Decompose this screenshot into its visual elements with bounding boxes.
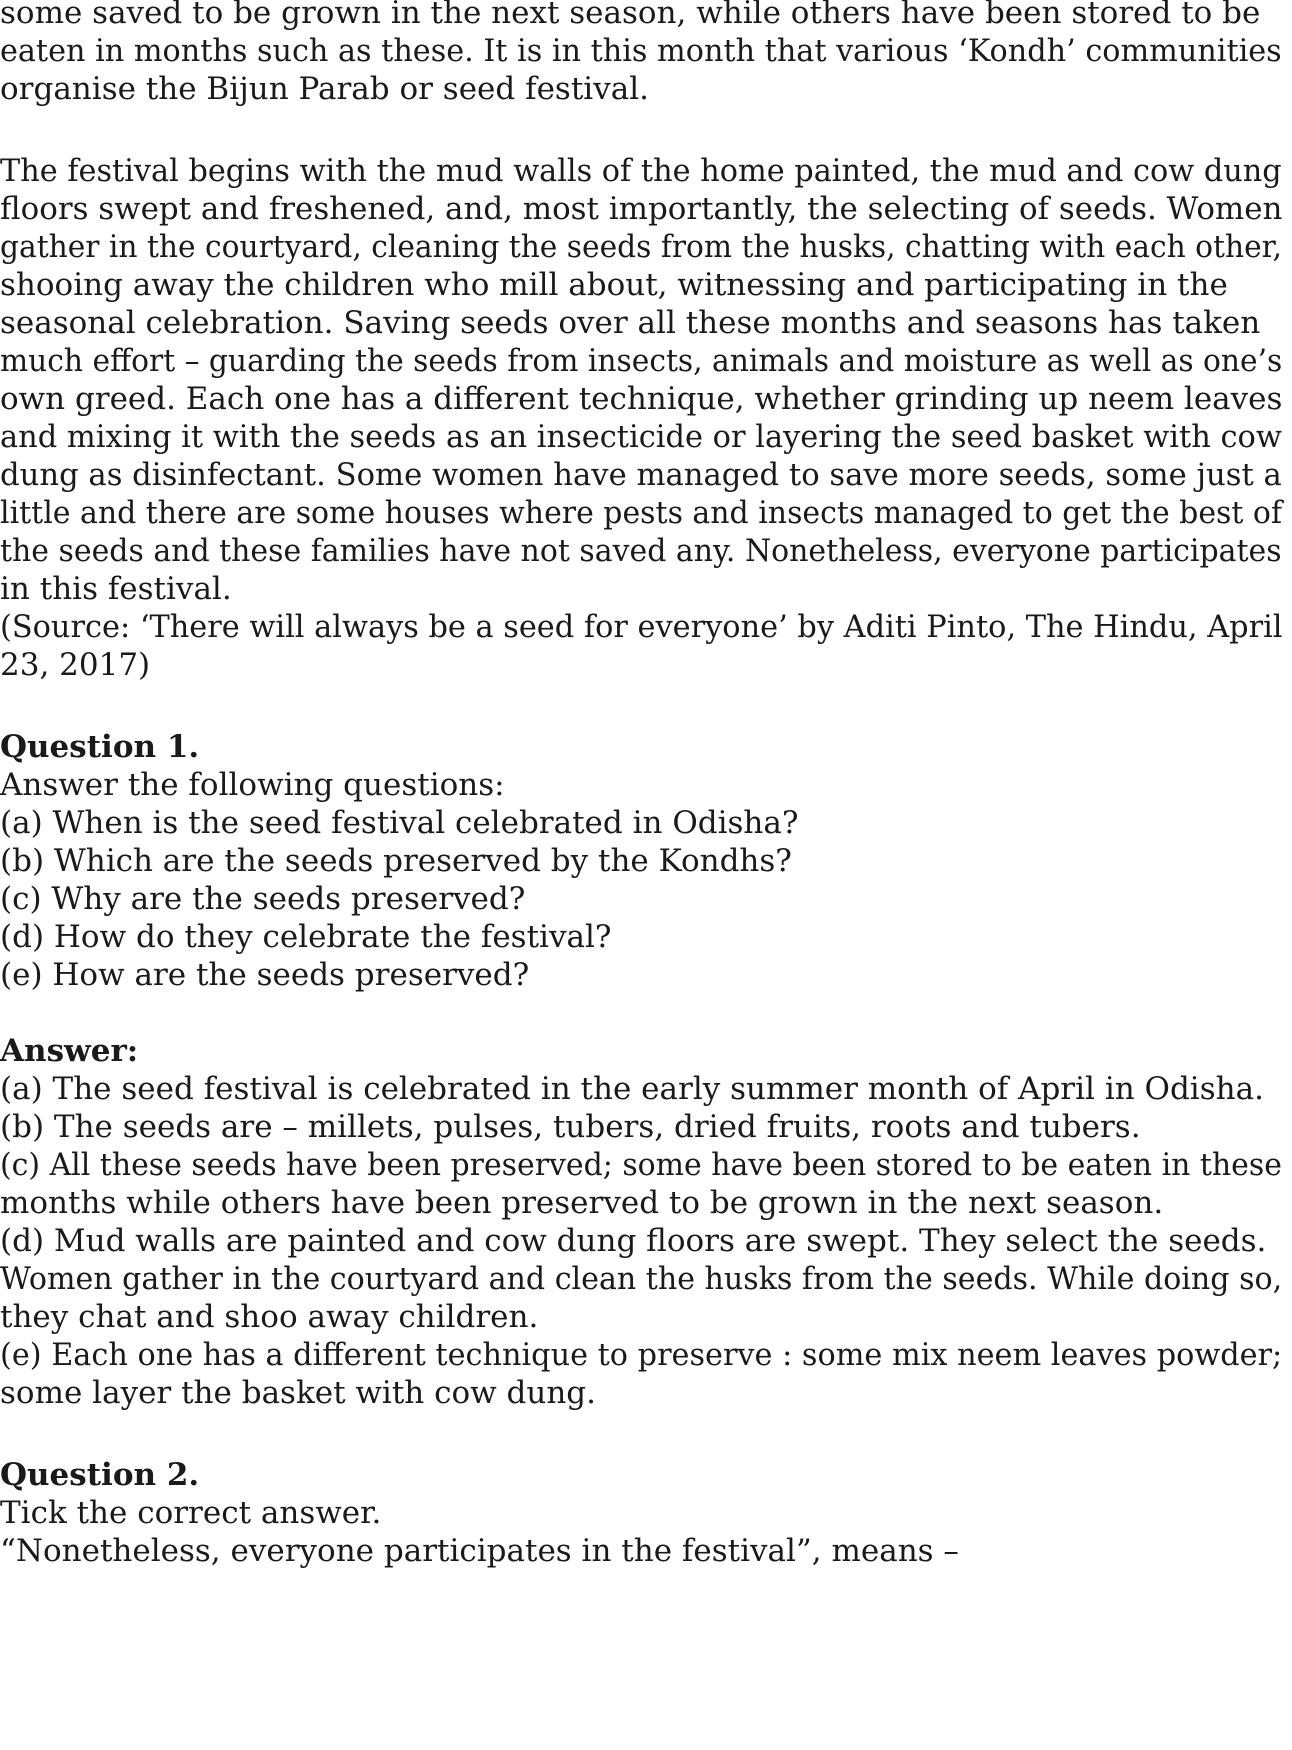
- answer-line: months while others have been preserved to be grown in the next season.: [0, 1185, 1164, 1221]
- festival-line: shooing away the children who mill about, witnessing and participating in the: [0, 267, 1228, 303]
- intro-line: eaten in months such as these. It is in this month that various ‘Kondh’ communities: [0, 33, 1282, 69]
- intro-line: some saved to be grown in the next season, while others have been stored to be: [0, 0, 1261, 31]
- festival-line: in this festival.: [0, 571, 232, 607]
- answer-line: they chat and shoo away children.: [0, 1299, 539, 1335]
- festival-line: floors swept and freshened, and, most importantly, the selecting of seeds. Women: [0, 191, 1283, 227]
- intro-line: organise the Bijun Parab or seed festival.: [0, 71, 649, 107]
- question-1-item: (c) Why are the seeds preserved?: [0, 881, 526, 917]
- question-1-item: (b) Which are the seeds preserved by the Kondhs?: [0, 843, 792, 879]
- festival-line: own greed. Each one has a different technique, whether grinding up neem leaves: [0, 381, 1283, 417]
- answer-line: (c) All these seeds have been preserved; some have been stored to be eaten in these: [0, 1147, 1282, 1183]
- festival-line: The festival begins with the mud walls of the home painted, the mud and cow dung: [0, 153, 1282, 189]
- question-2-prompt: Tick the correct answer.: [0, 1495, 382, 1531]
- festival-line: much effort – guarding the seeds from insects, animals and moisture as well as one’s: [0, 343, 1283, 379]
- answer-line: (d) Mud walls are painted and cow dung floors are swept. They select the seeds.: [0, 1223, 1267, 1259]
- question-2-statement: “Nonetheless, everyone participates in the festival”, means –: [0, 1533, 959, 1569]
- festival-line: dung as disinfectant. Some women have managed to save more seeds, some just a: [0, 457, 1282, 493]
- festival-line: little and there are some houses where pests and insects managed to get the best of: [0, 495, 1283, 531]
- question-1-prompt: Answer the following questions:: [0, 767, 505, 803]
- source-line: (Source: ‘There will always be a seed for everyone’ by Aditi Pinto, The Hindu, April: [0, 609, 1283, 645]
- festival-line: seasonal celebration. Saving seeds over all these months and seasons has taken: [0, 305, 1261, 341]
- answer-line: (b) The seeds are – millets, pulses, tubers, dried fruits, roots and tubers.: [0, 1109, 1141, 1145]
- festival-line: gather in the courtyard, cleaning the seeds from the husks, chatting with each other,: [0, 229, 1283, 265]
- question-1-heading: Question 1.: [0, 729, 200, 765]
- answer-heading: Answer:: [0, 1033, 139, 1069]
- answer-line: some layer the basket with cow dung.: [0, 1375, 597, 1411]
- question-1-item: (e) How are the seeds preserved?: [0, 957, 530, 993]
- festival-line: the seeds and these families have not saved any. Nonetheless, everyone participates: [0, 533, 1282, 569]
- answer-line: (a) The seed festival is celebrated in the early summer month of April in Odisha.: [0, 1071, 1264, 1107]
- answer-line: (e) Each one has a different technique to preserve : some mix neem leaves powder;: [0, 1337, 1283, 1373]
- answer-line: Women gather in the courtyard and clean the husks from the seeds. While doing so,: [0, 1261, 1283, 1297]
- source-line: 23, 2017): [0, 647, 151, 683]
- question-1-item: (d) How do they celebrate the festival?: [0, 919, 612, 955]
- question-2-heading: Question 2.: [0, 1457, 200, 1493]
- question-1-item: (a) When is the seed festival celebrated in Odisha?: [0, 805, 799, 841]
- festival-line: and mixing it with the seeds as an insecticide or layering the seed basket with cow: [0, 419, 1282, 455]
